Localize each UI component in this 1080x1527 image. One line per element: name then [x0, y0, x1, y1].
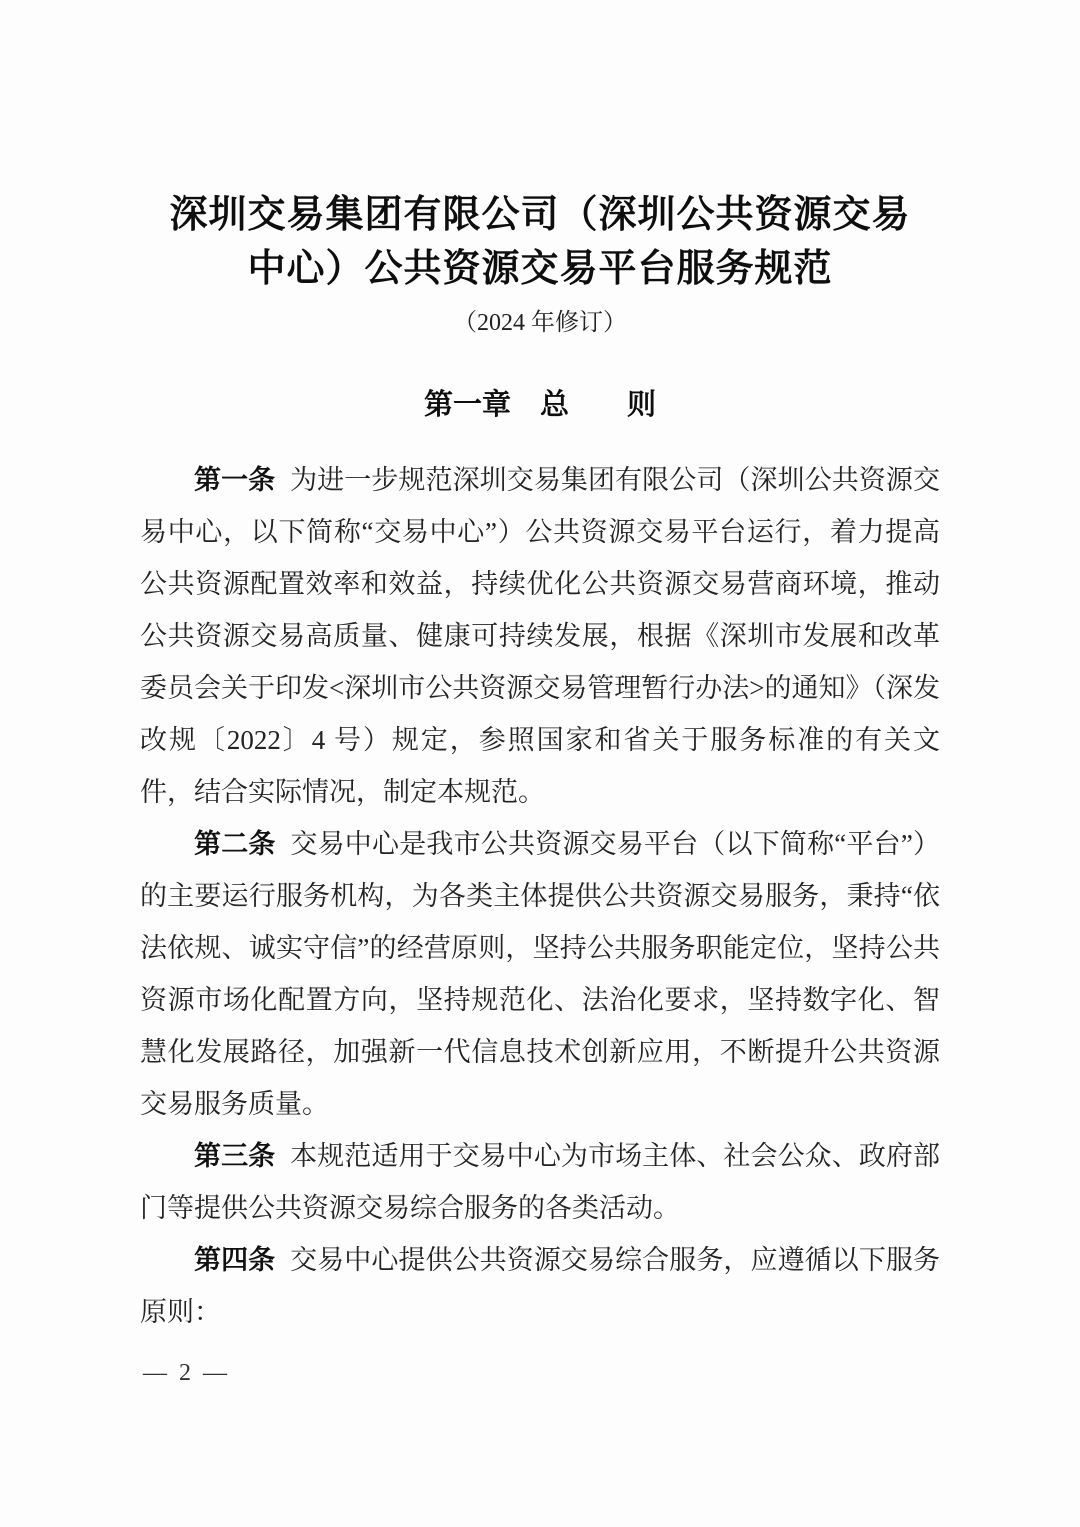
article-1-text: 为进一步规范深圳交易集团有限公司（深圳公共资源交易中心，以下简称“交易中心”）公共资源交易平台运行，着力提高公共资源配置效率和效益，持续优化公共资源交易营商环境，推动公共资源交易高质量、健康可持续发展，根据《深圳市发展和改革委员会关于印发<深圳市公共资源交易管理暂行办法>的通知》（深发改规〔2022〕4 号）规定，参照国家和省关于服务标准的有关文件，结合实际情况，制定本规范。: [140, 465, 941, 807]
article-4-label: 第四条: [194, 1245, 276, 1275]
article-1: [140, 454, 940, 818]
document-title-line-1: 深圳交易集团有限公司（深圳公共资源交易: [169, 194, 911, 236]
article-2-text: 交易中心是我市公共资源交易平台（以下简称“平台”）的主要运行服务机构，为各类主体提供公共资源交易服务，秉持“依法依规、诚实守信”的经营原则，坚持公共服务职能定位，坚持公共资源市场化配置方向，坚持规范化、法治化要求，坚持数字化、智慧化发展路径，加强新一代信息技术创新应用，不断提升公共资源交易服务质量。: [140, 829, 940, 1119]
article-3: [140, 1130, 940, 1234]
page-number: — 2 —: [143, 1360, 230, 1386]
article-2: [140, 818, 940, 1130]
article-3-text: 本规范适用于交易中心为市场主体、社会公众、政府部门等提供公共资源交易综合服务的各类活动。: [140, 1141, 941, 1223]
article-4-text: 交易中心提供公共资源交易综合服务，应遵循以下服务原则：: [140, 1245, 941, 1327]
document-subtitle: （2024 年修订）: [453, 310, 627, 336]
document-title: [140, 188, 940, 296]
document-content: [140, 0, 940, 1338]
article-2-label: 第二条: [194, 829, 276, 859]
article-4: [140, 1234, 940, 1338]
article-1-label: 第一条: [194, 465, 276, 495]
chapter-heading: 第一章 总 则: [423, 389, 656, 421]
document-title-line-2: 中心）公共资源交易平台服务规范: [247, 248, 833, 290]
document-body: [140, 454, 940, 1338]
article-3-label: 第三条: [194, 1141, 276, 1171]
